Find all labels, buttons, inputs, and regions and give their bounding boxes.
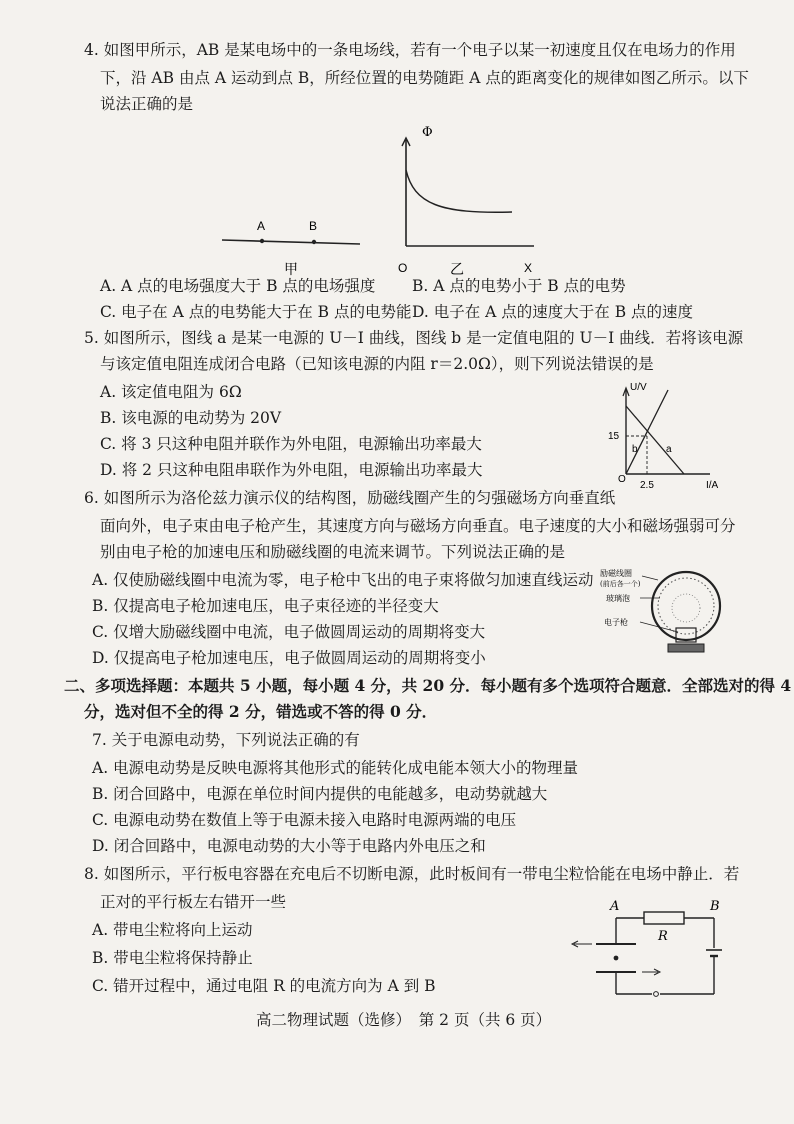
q7-option-d: D. 闭合回路中，电源电动势的大小等于电路内外电压之和 <box>92 837 486 855</box>
q4-option-c: C. 电子在 A 点的电势能大于在 B 点的电势能 <box>100 303 412 321</box>
q4-option-b: B. A 点的电势小于 B 点的电势 <box>412 277 626 295</box>
label-b: b <box>632 444 638 455</box>
coil-label: 励磁线圈 <box>600 569 632 578</box>
q8-option-b: B. 带电尘粒将保持静止 <box>92 949 253 967</box>
potential-curve <box>406 170 512 212</box>
switch-contact <box>654 992 659 997</box>
label-a: A <box>257 219 266 233</box>
section-2-header-line-2: 分，选对但不全的得 2 分，错选或不答的得 0 分． <box>84 702 438 721</box>
q6-stem-line-1: 6. 如图所示为洛伦兹力演示仪的结构图，励磁线圈产生的匀强磁场方向垂直纸 <box>84 489 616 507</box>
q4-figure-yi <box>392 118 552 280</box>
q4-stem-line-2: 下，沿 AB 由点 A 运动到点 B，所经位置的电势随距 A 点的距离变化的规律如图乙所示。以下 <box>100 69 749 87</box>
q4-stem-line-1: 4. 如图甲所示，AB 是某电场中的一条电场线，若有一个电子以某一初速度且仅在电场力的作用 <box>84 41 736 59</box>
q5-option-b: B. 该电源的电动势为 20V <box>100 409 282 427</box>
q4-option-a: A. A 点的电场强度大于 B 点的电场强度 <box>100 277 376 295</box>
bulb-label: 玻璃泡 <box>606 594 630 603</box>
q4-figure-jia <box>218 210 368 280</box>
label-b: B <box>309 219 318 233</box>
gun-pointer <box>640 622 678 632</box>
q5-ui-graph <box>602 378 722 490</box>
coil-pointer <box>642 576 658 580</box>
q8-option-c: C. 错开过程中，通过电阻 R 的电流方向为 A 到 B <box>92 977 436 995</box>
x-label: X <box>524 261 533 275</box>
q6-option-d: D. 仅提高电子枪加速电压，电子做圆周运动的周期将变小 <box>92 649 486 667</box>
field-line <box>222 240 360 244</box>
q5-option-a: A. 该定值电阻为 6Ω <box>100 383 242 401</box>
phi-label: Φ <box>422 125 433 140</box>
q7-stem: 7. 关于电源电动势，下列说法正确的有 <box>92 731 360 749</box>
q4-option-d: D. 电子在 A 点的速度大于在 B 点的速度 <box>412 303 694 321</box>
q8-stem-line-2: 正对的平行板左右错开一些 <box>100 893 287 911</box>
point-b <box>312 240 316 244</box>
point-a <box>260 239 264 243</box>
label-a: A <box>610 899 620 914</box>
origin-label: O <box>618 474 626 485</box>
resistor-r <box>644 912 684 924</box>
q8-circuit <box>568 898 728 1004</box>
q7-option-b: B. 闭合回路中，电源在单位时间内提供的电能越多，电动势就越大 <box>92 785 548 803</box>
section-2-header-line-1: 二、多项选择题：本题共 5 小题，每小题 4 分，共 20 分．每小题有多个选项符合题意．全部选对的得 4 <box>64 676 792 695</box>
q5-stem-line-1: 5. 如图所示，图线 a 是某一电源的 U－I 曲线，图线 b 是一定值电阻的 U－I 曲线．若将该电源 <box>84 329 744 347</box>
caption-jia: 甲 <box>284 262 298 278</box>
q6-option-c: C. 仅增大励磁线圈中电流，电子做圆周运动的周期将变大 <box>92 623 486 641</box>
q5-option-c: C. 将 3 只这种电阻并联作为外电阻，电源输出功率最大 <box>100 435 482 453</box>
label-a: a <box>666 444 672 455</box>
u-label: U/V <box>630 382 647 393</box>
electron-path <box>672 594 700 622</box>
u-tick: 15 <box>608 431 620 442</box>
page-footer: 高二物理试题（选修） 第 2 页（共 6 页） <box>256 1011 552 1029</box>
q5-stem-line-2: 与该定值电阻连成闭合电路（已知该电源的内阻 r＝2.0Ω），则下列说法错误的是 <box>100 355 654 373</box>
glass-bulb <box>658 578 714 634</box>
label-b: B <box>710 899 720 914</box>
apparatus-base <box>668 644 704 652</box>
label-r: R <box>658 929 668 944</box>
q6-stem-line-3: 别由电子枪的加速电压和励磁线圈的电流来调节。下列说法正确的是 <box>100 543 566 561</box>
q4-stem-line-3: 说法正确的是 <box>100 95 194 113</box>
origin-label: O <box>398 261 408 275</box>
dust-particle <box>614 956 619 961</box>
q6-option-b: B. 仅提高电子枪加速电压，电子束径迹的半径变大 <box>92 597 439 615</box>
i-label: I/A <box>706 480 719 490</box>
q8-option-a: A. 带电尘粒将向上运动 <box>92 921 253 939</box>
q5-option-d: D. 将 2 只这种电阻串联作为外电阻，电源输出功率最大 <box>100 461 483 479</box>
q6-lorentz-apparatus <box>600 566 730 660</box>
coil-ring <box>652 572 720 640</box>
q6-option-a: A. 仅使励磁线圈中电流为零，电子枪中飞出的电子束将做匀加速直线运动 <box>92 571 594 589</box>
q8-stem-line-1: 8. 如图所示，平行板电容器在充电后不切断电源，此时板间有一带电尘粒恰能在电场中静止．若 <box>84 865 740 883</box>
q7-option-c: C. 电源电动势在数值上等于电源未接入电路时电源两端的电压 <box>92 811 517 829</box>
q6-stem-line-2: 面向外，电子束由电子枪产生，其速度方向与磁场方向垂直。电子速度的大小和磁场强弱可分 <box>100 517 736 535</box>
gun-label: 电子枪 <box>604 618 628 627</box>
i-tick: 2.5 <box>640 480 654 490</box>
coil-note: (前后各一个) <box>600 580 641 588</box>
caption-yi: 乙 <box>450 262 464 278</box>
q7-option-a: A. 电源电动势是反映电源将其他形式的能转化成电能本领大小的物理量 <box>92 759 579 777</box>
